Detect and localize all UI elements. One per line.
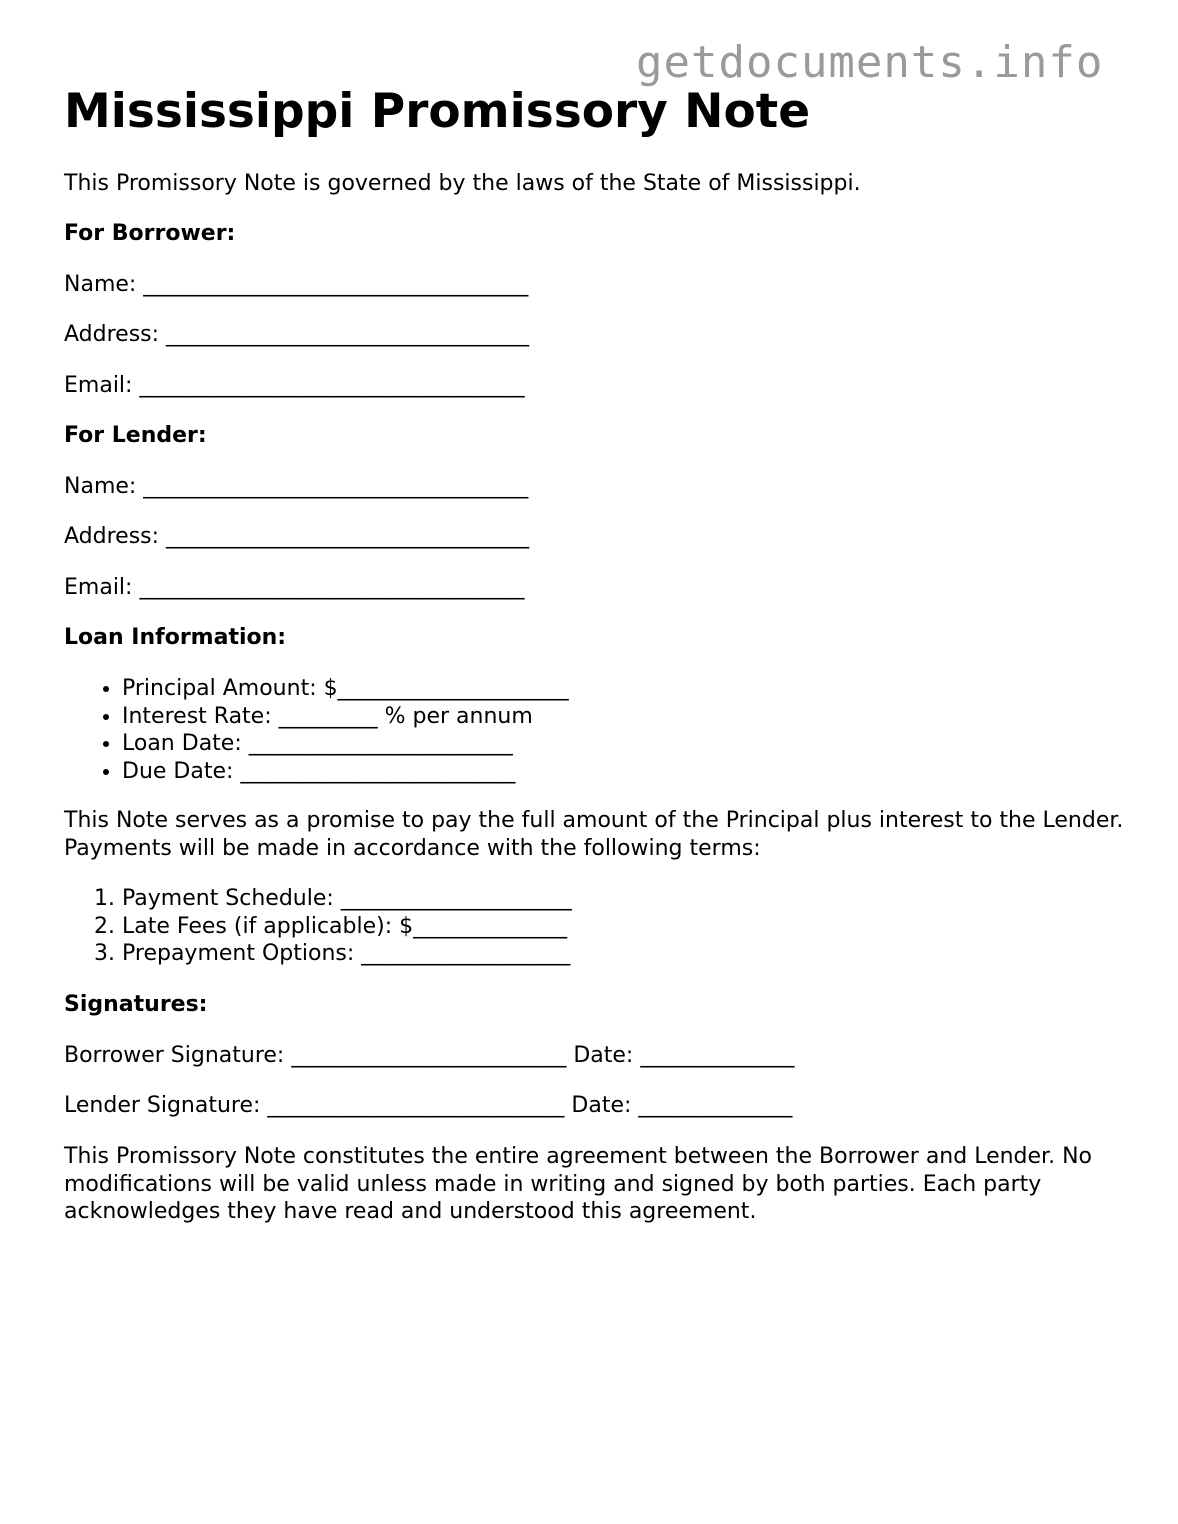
list-item: • Loan Date: ________________________ xyxy=(122,730,569,758)
list-item: • Due Date: _________________________ xyxy=(122,758,569,786)
loan-info-list xyxy=(64,675,569,785)
watermark: getdocuments.info xyxy=(636,37,1104,88)
borrower-address-field: Address: _________________________________ xyxy=(64,322,530,347)
payment-terms-list xyxy=(64,885,572,968)
lender-name-field: Name: ___________________________________ xyxy=(64,474,529,499)
loan-info-heading: Loan Information: xyxy=(64,625,287,650)
list-item: 3. Prepayment Options: ___________________ xyxy=(122,940,572,968)
promise-text: This Note serves as a promise to pay the full amount of the Principal plus interest to the Lender. Payments will be made in accordance with the following terms: xyxy=(64,808,1124,861)
closing-text: This Promissory Note constitutes the entire agreement between the Borrower and Lender. No modifications will be valid unless made in writing and signed by both parties. Each party acknowledges they have read and understood this agreement. xyxy=(64,1144,1092,1224)
lender-email-field: Email: ___________________________________ xyxy=(64,575,525,600)
lender-address-field: Address: _________________________________ xyxy=(64,524,530,549)
list-item: 2. Late Fees (if applicable): $______________ xyxy=(122,913,572,941)
list-item: 1. Payment Schedule: _____________________ xyxy=(122,885,572,913)
intro-text: This Promissory Note is governed by the laws of the State of Mississippi. xyxy=(64,171,861,196)
list-item: • Principal Amount: $_____________________ xyxy=(122,675,569,703)
signatures-heading: Signatures: xyxy=(64,992,208,1017)
page-title: Mississippi Promissory Note xyxy=(64,84,811,139)
borrower-heading: For Borrower: xyxy=(64,221,236,246)
list-item: • Interest Rate: _________ % per annum xyxy=(122,703,569,731)
borrower-email-field: Email: ___________________________________ xyxy=(64,373,525,398)
borrower-signature-line: Borrower Signature: _________________________ Date: ______________ xyxy=(64,1043,795,1068)
borrower-name-field: Name: ___________________________________ xyxy=(64,272,529,297)
lender-heading: For Lender: xyxy=(64,423,207,448)
lender-signature-line: Lender Signature: ___________________________ Date: ______________ xyxy=(64,1093,793,1118)
